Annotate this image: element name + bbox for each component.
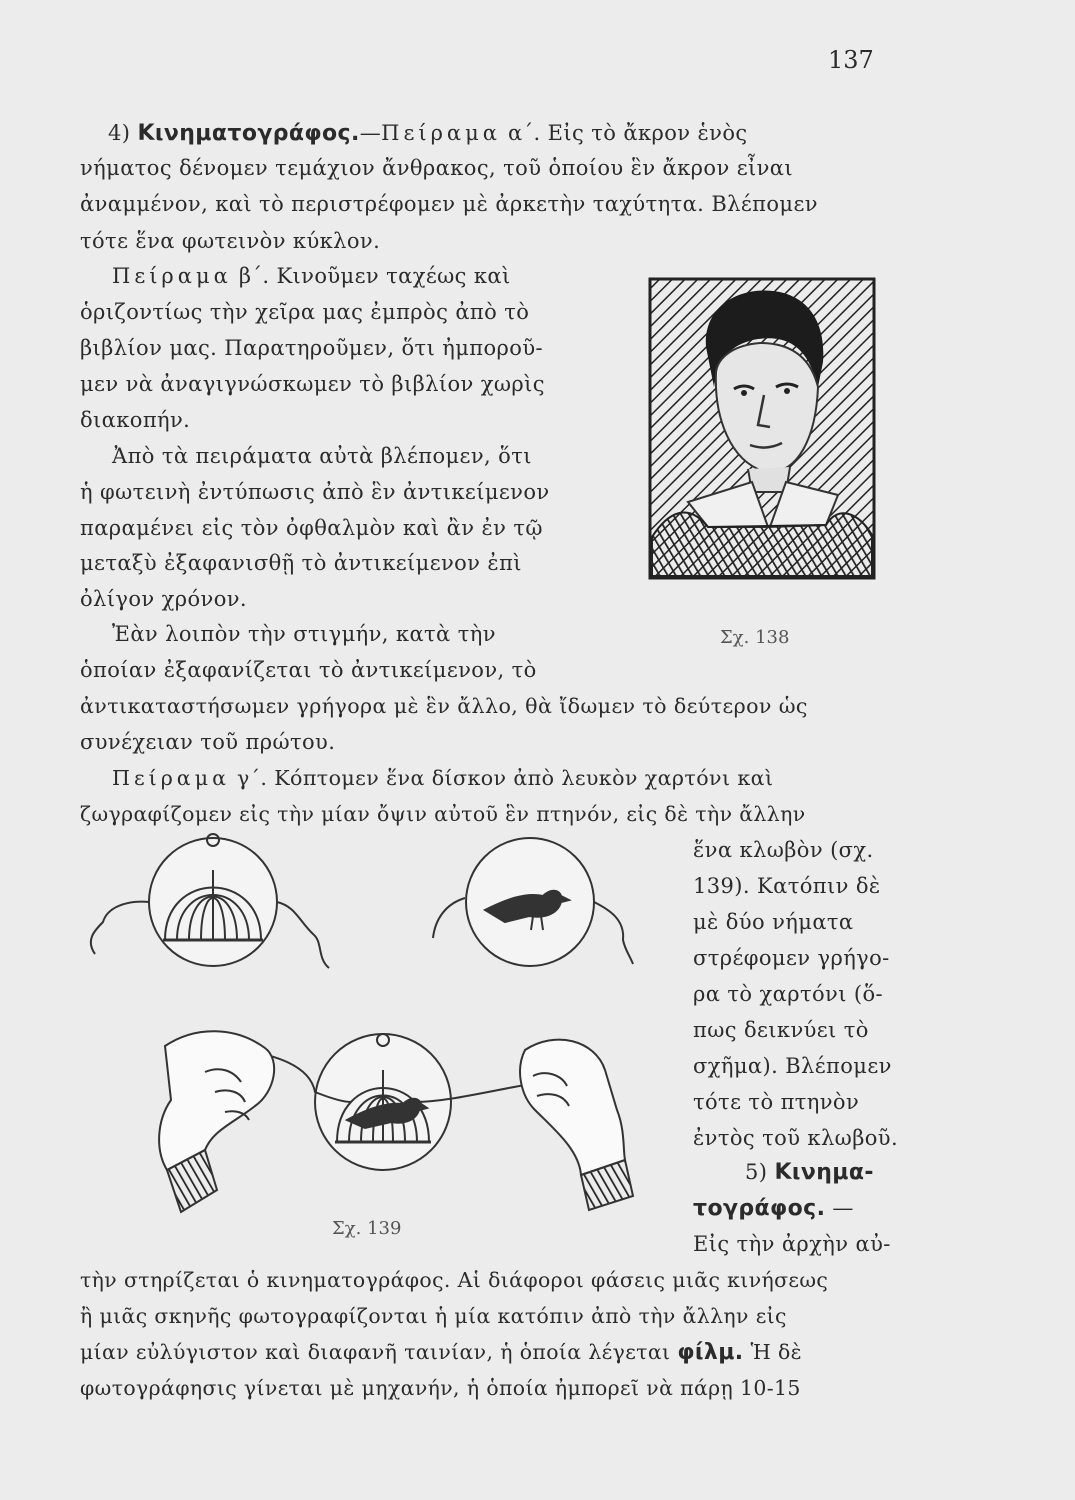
thaumatrope-figure — [85, 830, 665, 1215]
text-line: ἡ φωτεινὴ ἐντύπωσις ἀπὸ ἓν ἀντικείμενον — [80, 480, 550, 504]
text-line: διακοπήν. — [80, 408, 191, 432]
text-line: ἕνα κλωβὸν (σχ. — [693, 838, 874, 862]
line-text: — — [825, 1196, 854, 1220]
figure-139-caption: Σχ. 139 — [332, 1218, 402, 1239]
text-line: ὁριζοντίως τὴν χεῖρα μας ἐμπρὸς ἀπὸ τὸ — [80, 300, 530, 324]
experiment-label: Πείραμα — [112, 264, 232, 288]
text-line: ὀλίγον χρόνον. — [80, 587, 247, 611]
text-line: παραμένει εἰς τὸν ὀφθαλμὸν καὶ ἂν ἐν τῷ — [80, 516, 543, 540]
experiment-label: Πείραμα — [112, 766, 231, 790]
section-number: 5) — [745, 1160, 775, 1184]
text-line: Εἰς τὴν ἀρχὴν αὐ- — [693, 1232, 891, 1256]
text-line: νήματος δένομεν τεμάχιον ἄνθρακος, τοῦ ὁποίου ἓν ἄκρον εἶναι — [80, 156, 793, 180]
page-number: 137 — [828, 46, 874, 74]
text-line: μὲ δύο νήματα — [693, 910, 854, 934]
text-line — [745, 1160, 874, 1185]
text-line: πως δεικνύει τὸ — [693, 1018, 869, 1042]
portrait-woodcut-figure — [648, 277, 876, 580]
section-heading: Κινημα- — [774, 1160, 874, 1185]
line-text: μίαν εὐλύγιστον καὶ διαφανῆ ταινίαν, ἡ ὁποία λέγεται — [80, 1340, 678, 1364]
text-line: ὁποίαν ἐξαφανίζεται τὸ ἀντικείμενον, τὸ — [80, 658, 537, 682]
section-number: 4) — [108, 121, 138, 145]
term-film: φίλμ. — [677, 1340, 744, 1365]
text-line: Ἀπὸ τὰ πειράματα αὐτὰ βλέπομεν, ὅτι — [112, 444, 532, 468]
text-line: τότε ἕνα φωτεινὸν κύκλον. — [80, 229, 381, 253]
figure-138-caption: Σχ. 138 — [720, 627, 790, 648]
text-line: μεν νὰ ἀναγιγνώσκωμεν τὸ βιβλίον χωρὶς — [80, 372, 545, 396]
text-line — [112, 766, 773, 790]
text-line: φωτογράφησις γίνεται μὲ μηχανήν, ἡ ὁποία ἠμπορεῖ νὰ πάρῃ 10-15 — [80, 1376, 801, 1400]
text-line: ἐντὸς τοῦ κλωβοῦ. — [693, 1126, 899, 1150]
section-heading: Κινηματογράφος. — [137, 121, 360, 146]
text-line: ζωγραφίζομεν εἰς τὴν μίαν ὄψιν αὐτοῦ ἓν πτηνόν, εἰς δὲ τὴν ἄλλην — [80, 802, 806, 826]
line-text: β΄. Κινοῦμεν ταχέως καὶ — [231, 264, 511, 288]
line-text: γ΄. Κόπτομεν ἕνα δίσκον ἀπὸ λευκὸν χαρτόνι καὶ — [230, 766, 774, 790]
line-text: α΄. Εἰς τὸ ἄκρον ἑνὸς — [500, 121, 748, 145]
text-line: σχῆμα). Βλέπομεν — [693, 1054, 892, 1078]
text-line: μεταξὺ ἐξαφανισθῇ τὸ ἀντικείμενον ἐπὶ — [80, 551, 522, 575]
experiment-label: Πείραμα — [381, 121, 501, 145]
dash: — — [359, 121, 382, 145]
text-line: 139). Κατόπιν δὲ — [693, 874, 881, 898]
section-heading: τογράφος. — [693, 1196, 826, 1221]
line-text: Ἡ δὲ — [743, 1340, 802, 1364]
text-line: στρέφομεν γρήγο- — [693, 946, 890, 970]
text-line: ἀντικαταστήσωμεν γρήγορα μὲ ἓν ἄλλο, θὰ ἴδωμεν τὸ δεύτερον ὡς — [80, 694, 808, 718]
text-line: Ἐὰν λοιπὸν τὴν στιγμήν, κατὰ τὴν — [112, 622, 496, 646]
text-line — [80, 1340, 802, 1365]
text-line: ρα τὸ χαρτόνι (ὅ- — [693, 982, 884, 1006]
text-line: συνέχειαν τοῦ πρώτου. — [80, 730, 336, 754]
text-line: τὴν στηρίζεται ὁ κινηματογράφος. Αἱ διάφοροι φάσεις μιᾶς κινήσεως — [80, 1268, 829, 1292]
text-line: τότε τὸ πτηνὸν — [693, 1090, 860, 1114]
text-line: ἀναμμένον, καὶ τὸ περιστρέφομεν μὲ ἀρκετὴν ταχύτητα. Βλέπομεν — [80, 192, 818, 216]
text-line — [693, 1196, 854, 1221]
text-line: βιβλίον μας. Παρατηροῦμεν, ὅτι ἠμποροῦ- — [80, 336, 543, 360]
text-line — [112, 264, 511, 288]
text-line: ἢ μιᾶς σκηνῆς φωτογραφίζονται ἡ μία κατόπιν ἀπὸ τὴν ἄλλην εἰς — [80, 1304, 787, 1328]
text-line — [108, 121, 748, 146]
